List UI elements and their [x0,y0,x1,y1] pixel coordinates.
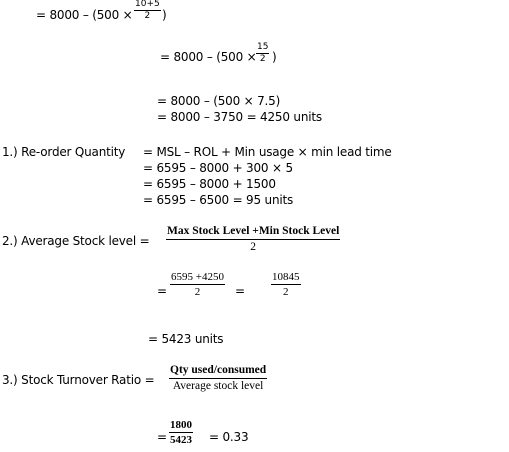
average-stock-denominator-2: 2 [194,286,201,299]
average-stock-fraction-3 [271,271,301,298]
eoq-line-1-fraction [134,0,161,22]
stock-turnover-fraction-2 [169,419,193,446]
reorder-quantity-label: 1.) Re-order Quantity [2,145,126,159]
average-stock-denominator-3: 2 [283,286,289,299]
reorder-quantity-line-1: = MSL – ROL + Min usage × min lead time [143,145,392,159]
average-stock-denominator: 2 [250,240,257,253]
eoq-line-1-prefix: = 8000 – (500 × [36,8,133,22]
eoq-line-2 [160,50,257,64]
eoq-line-2-numerator: 15 [256,43,269,54]
average-stock-eq2-prefix: = [157,284,167,298]
eoq-line-4: = 8000 – 3750 = 4250 units [157,110,322,124]
eoq-line-3: = 8000 – (500 × 7.5) [157,94,281,108]
eoq-line-1-suffix: ) [162,8,167,22]
stock-turnover-fraction [169,364,267,392]
stock-turnover-result: = 0.33 [209,430,249,444]
average-stock-numerator: Max Stock Level +Min Stock Level [166,225,340,240]
stock-turnover-denominator-2: 5423 [170,434,192,447]
reorder-quantity-line-4: = 6595 – 6500 = 95 units [143,193,294,207]
eoq-line-2-denominator: 2 [259,54,266,65]
average-stock-label: 2.) Average Stock level = [2,234,150,248]
eoq-line-2-fraction [256,43,269,65]
stock-turnover-eq2-prefix: = [157,430,167,444]
eoq-line-1-numerator: 10+5 [134,0,161,11]
average-stock-eq2-mid: = [235,284,245,298]
eoq-line-2-suffix: ) [272,50,277,64]
eoq-line-2-prefix: = 8000 – (500 × [160,50,257,64]
average-stock-result: = 5423 units [148,332,224,346]
average-stock-numerator-3: 10845 [271,271,301,285]
stock-turnover-denominator: Average stock level [172,379,264,392]
stock-turnover-label: 3.) Stock Turnover Ratio = [2,373,155,387]
stock-turnover-numerator: Qty used/consumed [169,364,267,379]
average-stock-fraction [166,225,340,253]
eoq-line-1 [36,8,133,22]
reorder-quantity-line-2: = 6595 – 8000 + 300 × 5 [143,161,293,175]
stock-turnover-numerator-2: 1800 [169,419,193,433]
reorder-quantity-line-3: = 6595 – 8000 + 1500 [143,177,276,191]
average-stock-fraction-2 [170,271,225,298]
eoq-line-1-denominator: 2 [144,11,151,22]
average-stock-numerator-2: 6595 +4250 [170,271,225,285]
